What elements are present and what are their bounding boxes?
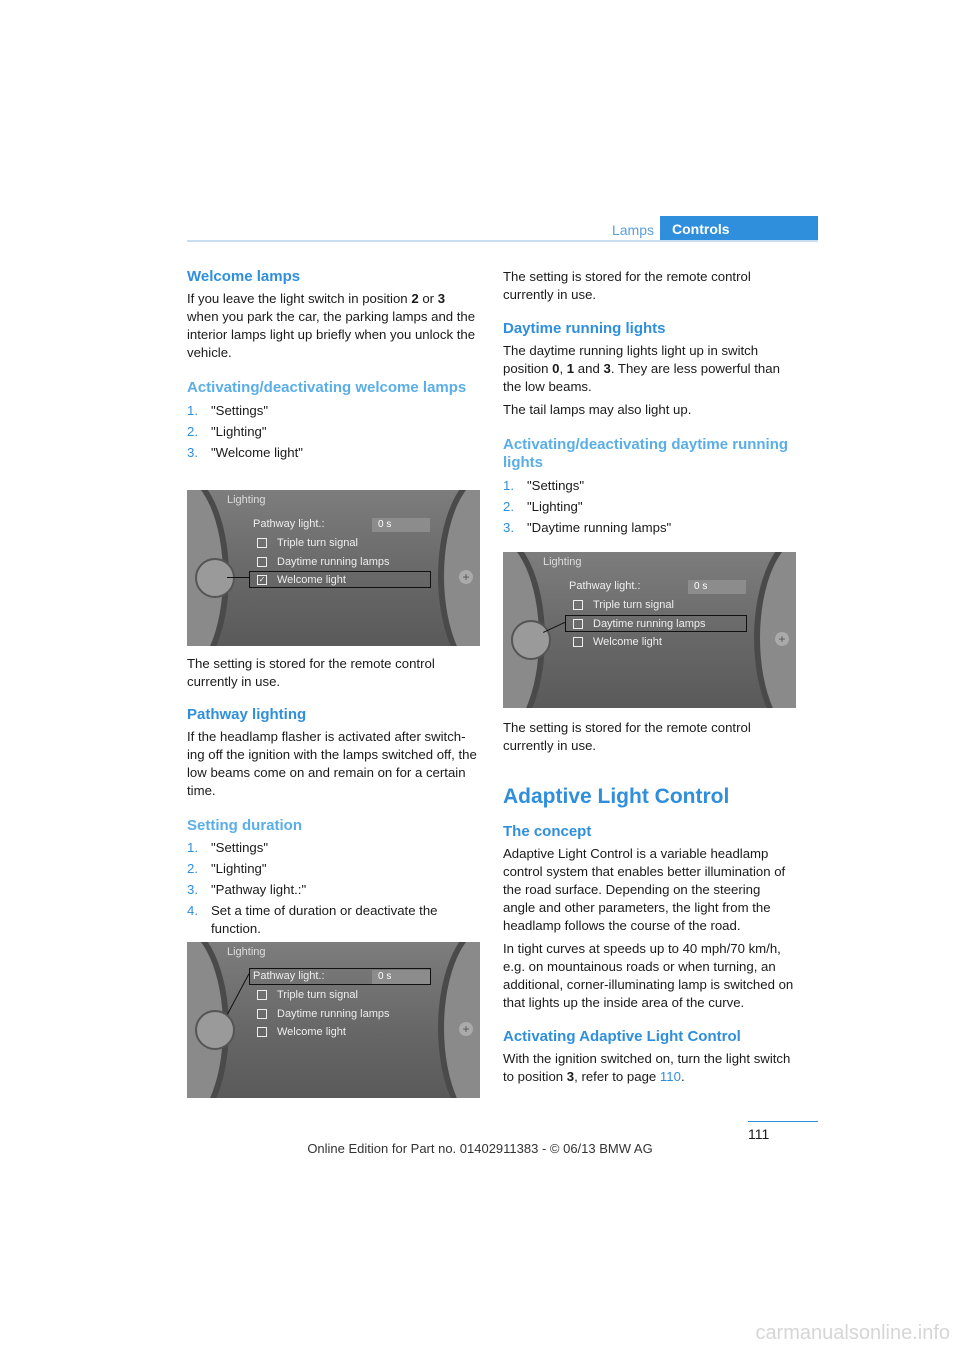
- list-item: 2. "Lighting": [187, 861, 267, 876]
- screen-title: Lighting: [227, 494, 266, 506]
- list-item: 1. "Settings": [187, 840, 269, 855]
- welcome-steps-list: [187, 402, 480, 462]
- right-column: [503, 268, 796, 537]
- pathway-value: 0 s: [372, 518, 430, 532]
- selection-highlight: [249, 968, 431, 985]
- plus-icon: +: [459, 1022, 473, 1036]
- list-item: 3. "Daytime running lamps": [503, 520, 672, 535]
- pathway-light-row: Pathway light.:: [253, 970, 325, 982]
- right-column-2: [503, 719, 796, 1086]
- activating-alc-heading: Activating Adaptive Light Control: [503, 1028, 741, 1045]
- list-item: 4. Set a time of duration or deactivate the function.: [187, 903, 438, 936]
- idrive-screenshot-daytime: [503, 552, 796, 708]
- header-section: Lamps: [611, 222, 654, 238]
- list-item: Daytime running lamps: [257, 556, 390, 568]
- plus-icon: +: [459, 570, 473, 584]
- idrive-screenshot-welcome: [187, 490, 480, 646]
- pathway-light-row: Pathway light.:: [253, 518, 325, 530]
- setting-duration-heading: Setting duration: [187, 817, 302, 834]
- list-item: Triple turn signal: [257, 537, 358, 549]
- left-column: [187, 268, 480, 462]
- welcome-lamps-heading: Welcome lamps: [187, 268, 301, 285]
- pathway-lighting-heading: Pathway lighting: [187, 706, 307, 723]
- selection-highlight: [565, 615, 747, 632]
- plus-icon: +: [775, 632, 789, 646]
- welcome-lamps-text: If you leave the light switch in position 2 or 3 when you park the car, the parking lamps and the interior lamps light up briefly when you unlock the vehicle.: [187, 291, 476, 360]
- header-divider: [187, 240, 818, 242]
- list-item: Welcome light: [573, 636, 662, 648]
- stored-text: The setting is stored for the remote control currently in use.: [187, 656, 435, 689]
- left-column-2: [187, 655, 480, 938]
- daytime-running-heading: Daytime running lights: [503, 320, 666, 337]
- activating-welcome-heading: Activating/deactivating welcome lamps: [187, 379, 467, 396]
- pointer-line: [227, 577, 249, 578]
- list-item: 1. "Settings": [187, 403, 269, 418]
- stored-text: The setting is stored for the remote control currently in use.: [503, 720, 751, 753]
- list-item: 1. "Settings": [503, 478, 585, 493]
- idrive-screenshot-pathway: [187, 942, 480, 1098]
- header-chapter-tab: Controls: [660, 216, 818, 242]
- duration-steps-list: [187, 839, 480, 938]
- pathway-light-row: Pathway light.:: [569, 580, 641, 592]
- list-item: Daytime running lamps: [573, 618, 706, 630]
- pathway-text: If the headlamp flasher is activated after switch-ing off the ignition with the lamps switched off, the low beams come on and remain on for a certain time.: [187, 729, 477, 798]
- page-number: 111: [748, 1126, 770, 1142]
- concept-text-1: Adaptive Light Control is a variable headlamp control system that enables better illumination of the road surface. Depending on the steering angle and other parameters, the light from the headlamp follows the course of the road.: [503, 846, 786, 933]
- activating-drl-heading: Activating/deactivating daytime running lights: [503, 436, 789, 471]
- watermark: carmanualsonline.info: [755, 1322, 950, 1344]
- list-item: 2. "Lighting": [187, 424, 267, 439]
- list-item: 2. "Lighting": [503, 499, 583, 514]
- adaptive-light-control-heading: Adaptive Light Control: [503, 785, 730, 808]
- stored-text: The setting is stored for the remote control currently in use.: [503, 269, 751, 302]
- page-reference-link[interactable]: 110: [659, 1069, 681, 1084]
- pathway-value: 0 s: [688, 580, 746, 594]
- pathway-value: 0 s: [372, 970, 430, 984]
- selection-highlight: [249, 571, 431, 588]
- alc-text: With the ignition switched on, turn the light switch to position 3, refer to page 110.: [503, 1051, 791, 1084]
- list-item: Triple turn signal: [257, 989, 358, 1001]
- drl-steps-list: [503, 477, 796, 537]
- screen-title: Lighting: [227, 946, 266, 958]
- edition-footer: Online Edition for Part no. 01402911383 - © 06/13 BMW AG: [307, 1141, 653, 1156]
- list-item: Triple turn signal: [573, 599, 674, 611]
- list-item: 3. "Welcome light": [187, 445, 303, 460]
- list-item: Welcome light: [257, 1026, 346, 1038]
- concept-heading: The concept: [503, 823, 592, 840]
- footer-divider: [748, 1121, 818, 1122]
- screen-title: Lighting: [543, 556, 582, 568]
- controller-knob-icon: [195, 558, 235, 598]
- list-item: ✓ Welcome light: [258, 574, 346, 586]
- concept-text-2: In tight curves at speeds up to 40 mph/70 km/h, e.g. on mountainous roads or when turning, an additional, corner-illuminating lamp is switched on that lights up the inside area of the curve.: [503, 941, 794, 1010]
- daytime-running-text: The daytime running lights light up in switch position 0, 1 and 3. They are less powerful than the low beams.: [503, 343, 780, 394]
- list-item: 3. "Pathway light.:": [187, 882, 307, 897]
- controller-knob-icon: [195, 1010, 235, 1050]
- controller-knob-icon: [511, 620, 551, 660]
- list-item: Daytime running lamps: [257, 1008, 390, 1020]
- tail-lamps-text: The tail lamps may also light up.: [503, 402, 692, 417]
